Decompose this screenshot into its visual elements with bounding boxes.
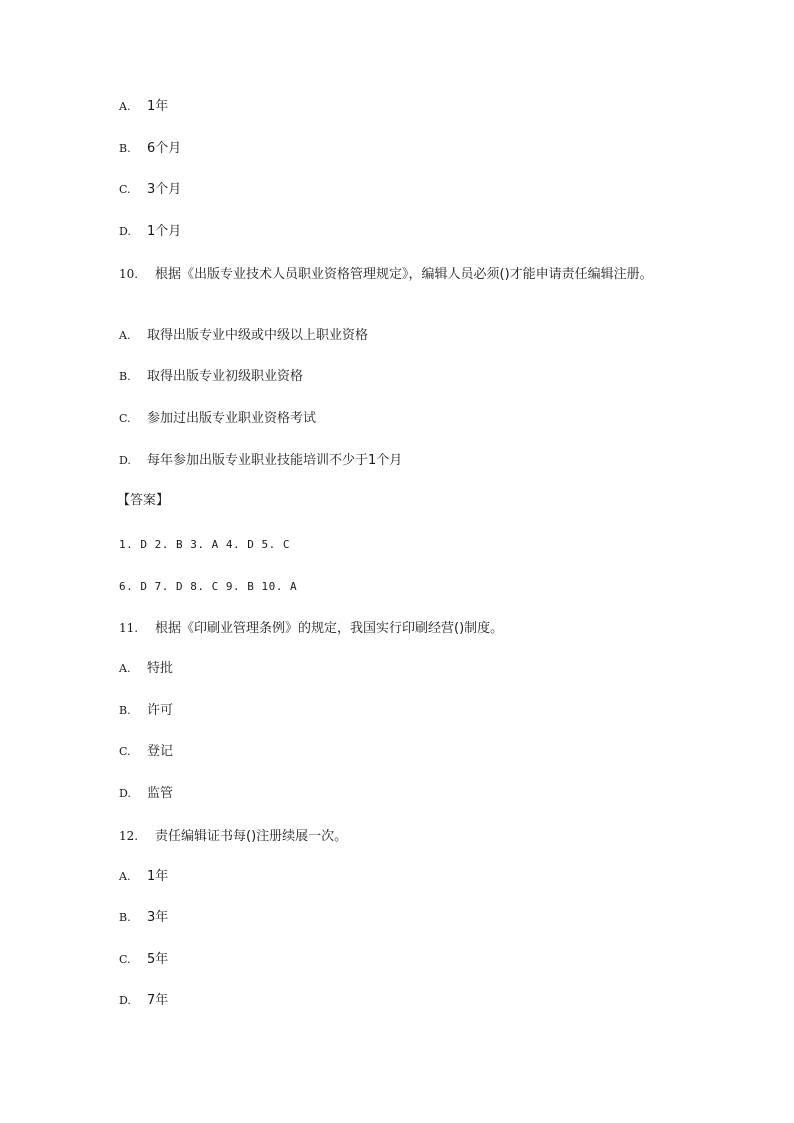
option-text: 1个月 xyxy=(147,224,182,239)
question-number: 10. xyxy=(119,267,139,281)
option-letter: B. xyxy=(119,142,131,155)
q12-stem xyxy=(119,826,347,847)
option-letter: C. xyxy=(119,183,131,196)
q10-option-b xyxy=(119,367,303,387)
answer-key-row-2: 6. D 7. D 8. C 9. B 10. A xyxy=(119,580,298,593)
option-text: 特批 xyxy=(147,661,174,676)
question-text: 责任编辑证书每()注册续展一次。 xyxy=(155,829,348,844)
option-text: 取得出版专业中级或中级以上职业资格 xyxy=(147,328,369,343)
q10-option-c xyxy=(119,409,316,429)
option-letter: B. xyxy=(119,370,131,383)
q9-option-d xyxy=(119,222,181,242)
q11-option-d xyxy=(119,784,173,804)
question-number: 12. xyxy=(119,829,139,843)
q12-option-c xyxy=(119,950,168,970)
q12-option-d xyxy=(119,991,168,1011)
option-text: 登记 xyxy=(147,744,174,759)
answer-key-row-1: 1. D 2. B 3. A 4. D 5. C xyxy=(119,538,290,551)
option-letter: C. xyxy=(119,745,131,758)
option-text: 3个月 xyxy=(147,182,182,197)
option-letter: A. xyxy=(119,329,131,342)
option-text: 每年参加出版专业职业技能培训不少于1个月 xyxy=(147,453,403,468)
q10-stem xyxy=(119,263,679,286)
option-text: 3年 xyxy=(147,910,169,925)
q12-option-b xyxy=(119,908,168,928)
option-text: 1年 xyxy=(147,99,169,114)
option-text: 取得出版专业初级职业资格 xyxy=(147,369,304,384)
q10-option-d xyxy=(119,451,402,471)
option-letter: D. xyxy=(119,787,131,800)
option-text: 1年 xyxy=(147,869,169,884)
question-number: 11. xyxy=(119,621,139,635)
q11-option-c xyxy=(119,742,173,762)
option-text: 7年 xyxy=(147,993,169,1008)
option-text: 5年 xyxy=(147,952,169,967)
option-letter: D. xyxy=(119,994,131,1007)
option-letter: C. xyxy=(119,412,131,425)
question-text: 根据《印刷业管理条例》的规定，我国实行印刷经营()制度。 xyxy=(155,621,504,636)
option-letter: D. xyxy=(119,454,131,467)
option-letter: A. xyxy=(119,870,131,883)
option-letter: C. xyxy=(119,953,131,966)
q11-stem xyxy=(119,618,503,639)
q9-option-b xyxy=(119,139,181,159)
option-letter: A. xyxy=(119,662,131,675)
q11-option-b xyxy=(119,701,173,721)
option-letter: B. xyxy=(119,911,131,924)
option-text: 许可 xyxy=(147,703,174,718)
answers-heading: 【答案】 xyxy=(117,493,170,508)
q12-option-a xyxy=(119,867,168,887)
option-letter: B. xyxy=(119,704,131,717)
q11-option-a xyxy=(119,659,173,679)
q9-option-a xyxy=(119,97,168,117)
option-letter: A. xyxy=(119,100,131,113)
q10-option-a xyxy=(119,326,368,346)
option-letter: D. xyxy=(119,225,131,238)
option-text: 监管 xyxy=(147,786,174,801)
q9-option-c xyxy=(119,180,181,200)
question-text: 根据《出版专业技术人员职业资格管理规定》，编辑人员必须()才能申请责任编辑注册。 xyxy=(155,267,653,282)
option-text: 参加过出版专业职业资格考试 xyxy=(147,411,317,426)
option-text: 6个月 xyxy=(147,141,182,156)
